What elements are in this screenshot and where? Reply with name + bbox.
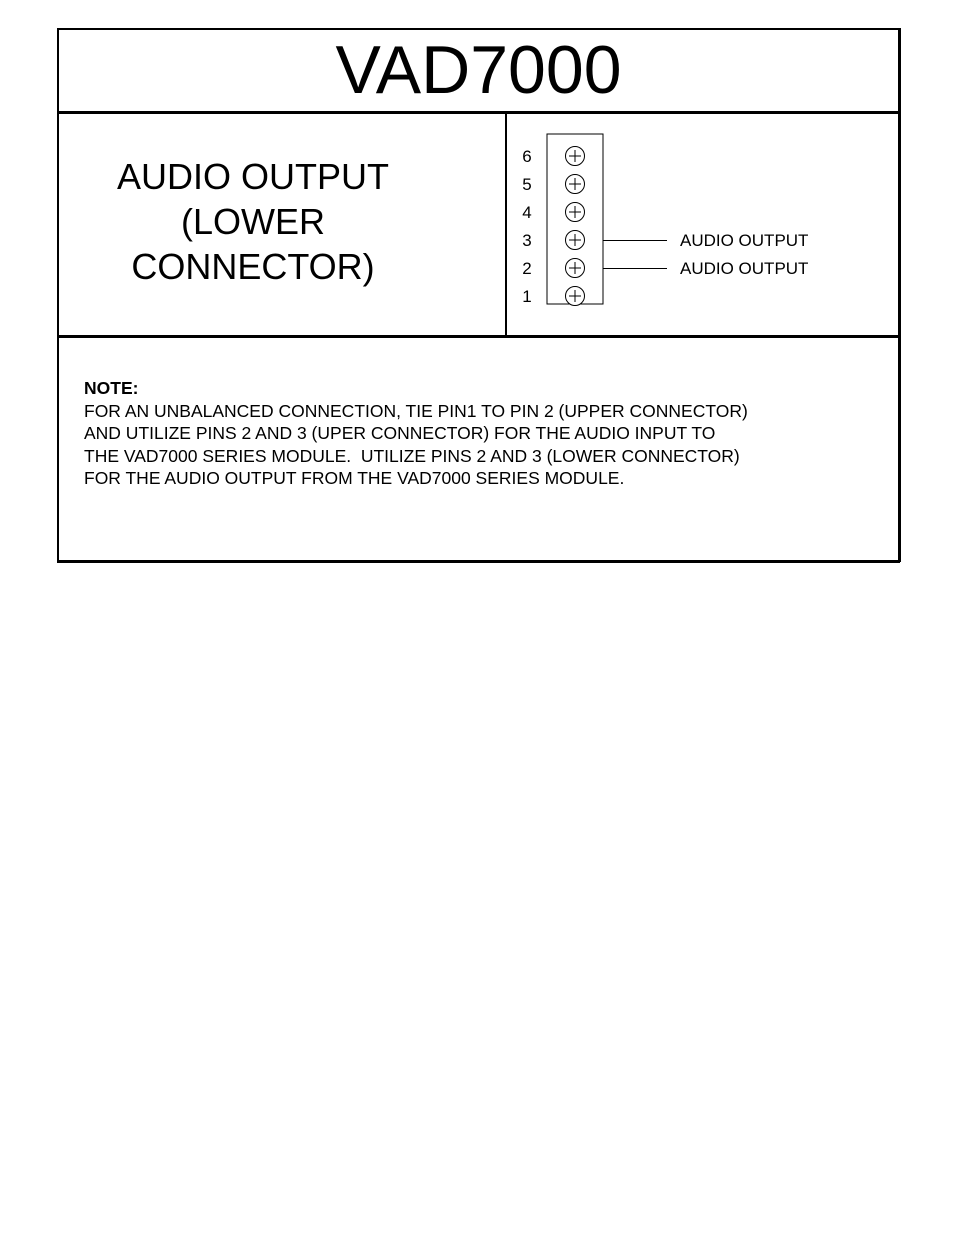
note-line: AND UTILIZE PINS 2 AND 3 (UPER CONNECTOR) FOR THE AUDIO INPUT TO: [84, 423, 716, 443]
document-title: VAD7000: [335, 32, 622, 108]
wiring-sheet: [57, 28, 900, 562]
pin-number: 2: [522, 259, 532, 278]
section-heading: AUDIO OUTPUT (LOWER CONNECTOR): [116, 156, 389, 287]
note-line: FOR AN UNBALANCED CONNECTION, TIE PIN1 TO PIN 2 (UPPER CONNECTOR): [84, 400, 748, 421]
note-line: FOR THE AUDIO OUTPUT FROM THE VAD7000 SERIES MODULE.: [84, 468, 625, 488]
pin-number: 5: [522, 175, 532, 194]
pin-label: AUDIO OUTPUT: [680, 259, 809, 278]
pin-number: 1: [522, 287, 532, 306]
pin-number: 3: [522, 231, 532, 250]
pin-number: 4: [522, 203, 532, 222]
pin-number: 6: [522, 147, 532, 166]
note-block: [84, 377, 874, 490]
pin-label: AUDIO OUTPUT: [680, 231, 809, 250]
note-heading: NOTE:: [84, 378, 139, 398]
note-line: THE VAD7000 SERIES MODULE. UTILIZE PINS 2 AND 3 (LOWER CONNECTOR): [84, 445, 740, 466]
